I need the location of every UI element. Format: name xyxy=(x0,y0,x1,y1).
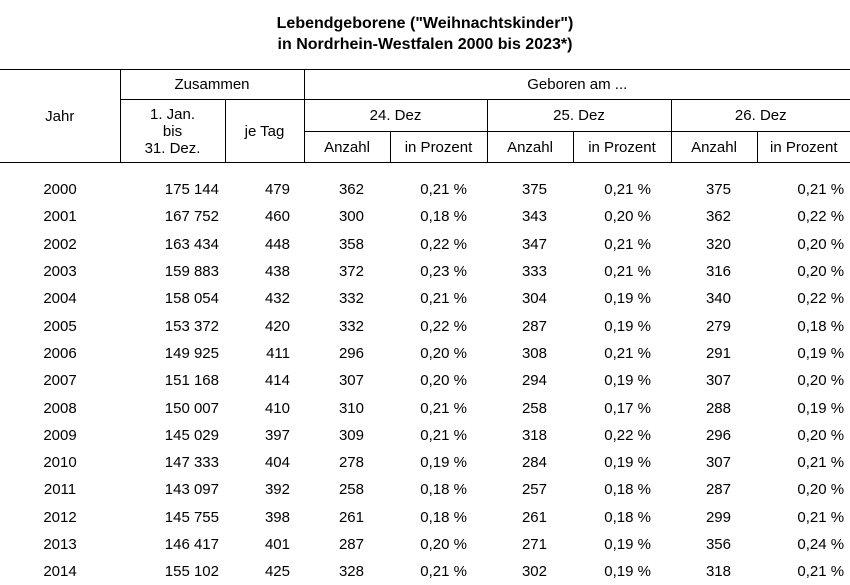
cell-jahr: 2002 xyxy=(0,231,120,258)
cell-prozent-25: 0,21 % xyxy=(573,258,671,285)
cell-prozent-25: 0,21 % xyxy=(573,340,671,367)
cell-anzahl-24: 258 xyxy=(304,476,390,503)
cell-prozent-24: 0,21 % xyxy=(390,285,487,312)
cell-anzahl-25: 258 xyxy=(487,394,573,421)
cell-prozent-25: 0,18 % xyxy=(573,476,671,503)
cell-jahr: 2006 xyxy=(0,340,120,367)
cell-gesamt: 150 007 xyxy=(120,394,225,421)
header-24-dez: 24. Dez xyxy=(304,100,487,132)
header-jan-dez xyxy=(120,100,225,163)
cell-anzahl-25: 257 xyxy=(487,476,573,503)
header-26-dez: 26. Dez xyxy=(671,100,850,132)
cell-jahr: 2004 xyxy=(0,285,120,312)
cell-anzahl-26: 288 xyxy=(671,394,757,421)
table-row xyxy=(0,476,850,503)
title-line-1: Lebendgeborene ("Weihnachtskinder") xyxy=(0,13,850,34)
header-anzahl-24: Anzahl xyxy=(304,132,390,163)
cell-jahr: 2013 xyxy=(0,531,120,558)
cell-je-tag: 397 xyxy=(225,422,304,449)
cell-prozent-24: 0,21 % xyxy=(390,558,487,585)
cell-anzahl-25: 284 xyxy=(487,449,573,476)
table-row xyxy=(0,394,850,421)
cell-je-tag: 401 xyxy=(225,531,304,558)
cell-anzahl-26: 318 xyxy=(671,558,757,585)
cell-jahr: 2001 xyxy=(0,203,120,230)
cell-prozent-26: 0,22 % xyxy=(757,285,850,312)
table-row xyxy=(0,422,850,449)
cell-gesamt: 146 417 xyxy=(120,531,225,558)
cell-prozent-25: 0,19 % xyxy=(573,449,671,476)
cell-anzahl-26: 316 xyxy=(671,258,757,285)
header-prozent-24: in Prozent xyxy=(390,132,487,163)
header-prozent-26: in Prozent xyxy=(757,132,850,163)
cell-prozent-24: 0,20 % xyxy=(390,367,487,394)
cell-prozent-26: 0,21 % xyxy=(757,558,850,585)
cell-jahr: 2014 xyxy=(0,558,120,585)
cell-prozent-24: 0,21 % xyxy=(390,422,487,449)
cell-je-tag: 414 xyxy=(225,367,304,394)
cell-prozent-26: 0,18 % xyxy=(757,312,850,339)
cell-prozent-24: 0,18 % xyxy=(390,476,487,503)
cell-anzahl-24: 296 xyxy=(304,340,390,367)
cell-anzahl-26: 340 xyxy=(671,285,757,312)
header-25-dez: 25. Dez xyxy=(487,100,671,132)
cell-anzahl-26: 287 xyxy=(671,476,757,503)
header-geboren-am: Geboren am ... xyxy=(304,70,850,100)
cell-je-tag: 398 xyxy=(225,504,304,531)
cell-anzahl-26: 320 xyxy=(671,231,757,258)
cell-anzahl-24: 300 xyxy=(304,203,390,230)
header-prozent-25: in Prozent xyxy=(573,132,671,163)
cell-anzahl-26: 356 xyxy=(671,531,757,558)
cell-jahr: 2003 xyxy=(0,258,120,285)
cell-gesamt: 163 434 xyxy=(120,231,225,258)
header-jan-line-1: 1. Jan. xyxy=(121,106,225,123)
cell-anzahl-24: 261 xyxy=(304,504,390,531)
cell-je-tag: 392 xyxy=(225,476,304,503)
cell-prozent-26: 0,19 % xyxy=(757,340,850,367)
cell-gesamt: 143 097 xyxy=(120,476,225,503)
cell-anzahl-25: 261 xyxy=(487,504,573,531)
cell-anzahl-24: 332 xyxy=(304,312,390,339)
cell-anzahl-25: 318 xyxy=(487,422,573,449)
cell-gesamt: 155 102 xyxy=(120,558,225,585)
cell-prozent-24: 0,19 % xyxy=(390,449,487,476)
cell-prozent-26: 0,21 % xyxy=(757,163,850,204)
cell-je-tag: 411 xyxy=(225,340,304,367)
cell-prozent-25: 0,21 % xyxy=(573,231,671,258)
cell-jahr: 2012 xyxy=(0,504,120,531)
cell-jahr: 2000 xyxy=(0,163,120,204)
births-table xyxy=(0,69,850,585)
cell-prozent-24: 0,22 % xyxy=(390,312,487,339)
cell-jahr: 2011 xyxy=(0,476,120,503)
cell-prozent-26: 0,21 % xyxy=(757,504,850,531)
cell-prozent-26: 0,24 % xyxy=(757,531,850,558)
cell-prozent-25: 0,19 % xyxy=(573,285,671,312)
cell-prozent-24: 0,23 % xyxy=(390,258,487,285)
header-anzahl-25: Anzahl xyxy=(487,132,573,163)
cell-anzahl-25: 343 xyxy=(487,203,573,230)
cell-anzahl-25: 375 xyxy=(487,163,573,204)
cell-anzahl-26: 307 xyxy=(671,449,757,476)
cell-je-tag: 404 xyxy=(225,449,304,476)
cell-prozent-26: 0,20 % xyxy=(757,422,850,449)
cell-prozent-26: 0,22 % xyxy=(757,203,850,230)
cell-anzahl-25: 333 xyxy=(487,258,573,285)
cell-prozent-26: 0,20 % xyxy=(757,367,850,394)
table-row xyxy=(0,312,850,339)
cell-jahr: 2005 xyxy=(0,312,120,339)
cell-anzahl-26: 279 xyxy=(671,312,757,339)
cell-prozent-26: 0,21 % xyxy=(757,449,850,476)
cell-anzahl-24: 287 xyxy=(304,531,390,558)
cell-prozent-24: 0,18 % xyxy=(390,504,487,531)
cell-gesamt: 167 752 xyxy=(120,203,225,230)
title-line-2: in Nordrhein-Westfalen 2000 bis 2023*) xyxy=(0,34,850,55)
cell-jahr: 2007 xyxy=(0,367,120,394)
table-row xyxy=(0,367,850,394)
table-row xyxy=(0,231,850,258)
table-body xyxy=(0,163,850,585)
cell-anzahl-24: 332 xyxy=(304,285,390,312)
cell-gesamt: 159 883 xyxy=(120,258,225,285)
cell-je-tag: 448 xyxy=(225,231,304,258)
cell-prozent-24: 0,18 % xyxy=(390,203,487,230)
cell-anzahl-24: 278 xyxy=(304,449,390,476)
cell-prozent-26: 0,20 % xyxy=(757,258,850,285)
cell-prozent-24: 0,21 % xyxy=(390,163,487,204)
cell-anzahl-24: 328 xyxy=(304,558,390,585)
cell-je-tag: 432 xyxy=(225,285,304,312)
cell-prozent-25: 0,18 % xyxy=(573,504,671,531)
cell-jahr: 2009 xyxy=(0,422,120,449)
cell-jahr: 2010 xyxy=(0,449,120,476)
header-je-tag: je Tag xyxy=(225,100,304,163)
cell-prozent-25: 0,19 % xyxy=(573,367,671,394)
table-row xyxy=(0,340,850,367)
header-jan-line-2: bis xyxy=(121,123,225,140)
cell-anzahl-26: 362 xyxy=(671,203,757,230)
cell-gesamt: 145 755 xyxy=(120,504,225,531)
cell-prozent-25: 0,19 % xyxy=(573,558,671,585)
cell-prozent-24: 0,21 % xyxy=(390,394,487,421)
cell-prozent-24: 0,20 % xyxy=(390,340,487,367)
cell-je-tag: 420 xyxy=(225,312,304,339)
cell-anzahl-25: 308 xyxy=(487,340,573,367)
cell-gesamt: 153 372 xyxy=(120,312,225,339)
cell-anzahl-24: 372 xyxy=(304,258,390,285)
cell-anzahl-26: 296 xyxy=(671,422,757,449)
cell-prozent-26: 0,20 % xyxy=(757,231,850,258)
cell-prozent-24: 0,20 % xyxy=(390,531,487,558)
table-row xyxy=(0,203,850,230)
cell-je-tag: 410 xyxy=(225,394,304,421)
cell-prozent-26: 0,20 % xyxy=(757,476,850,503)
cell-anzahl-25: 294 xyxy=(487,367,573,394)
cell-gesamt: 149 925 xyxy=(120,340,225,367)
table-row xyxy=(0,504,850,531)
cell-prozent-25: 0,21 % xyxy=(573,163,671,204)
cell-je-tag: 438 xyxy=(225,258,304,285)
cell-anzahl-26: 291 xyxy=(671,340,757,367)
cell-anzahl-24: 310 xyxy=(304,394,390,421)
cell-anzahl-24: 309 xyxy=(304,422,390,449)
cell-anzahl-25: 302 xyxy=(487,558,573,585)
cell-anzahl-26: 375 xyxy=(671,163,757,204)
cell-gesamt: 147 333 xyxy=(120,449,225,476)
cell-gesamt: 158 054 xyxy=(120,285,225,312)
page-title xyxy=(0,13,850,55)
table-row xyxy=(0,258,850,285)
cell-prozent-25: 0,17 % xyxy=(573,394,671,421)
cell-gesamt: 175 144 xyxy=(120,163,225,204)
cell-anzahl-25: 347 xyxy=(487,231,573,258)
cell-anzahl-25: 287 xyxy=(487,312,573,339)
table-row xyxy=(0,449,850,476)
cell-prozent-26: 0,19 % xyxy=(757,394,850,421)
cell-anzahl-25: 304 xyxy=(487,285,573,312)
cell-anzahl-24: 358 xyxy=(304,231,390,258)
cell-anzahl-26: 299 xyxy=(671,504,757,531)
table-row xyxy=(0,531,850,558)
cell-je-tag: 460 xyxy=(225,203,304,230)
cell-jahr: 2008 xyxy=(0,394,120,421)
cell-prozent-24: 0,22 % xyxy=(390,231,487,258)
cell-prozent-25: 0,22 % xyxy=(573,422,671,449)
header-jahr: Jahr xyxy=(0,70,120,163)
header-zusammen: Zusammen xyxy=(120,70,304,100)
header-jan-line-3: 31. Dez. xyxy=(121,140,225,157)
cell-gesamt: 145 029 xyxy=(120,422,225,449)
cell-anzahl-24: 307 xyxy=(304,367,390,394)
header-anzahl-26: Anzahl xyxy=(671,132,757,163)
cell-prozent-25: 0,20 % xyxy=(573,203,671,230)
cell-gesamt: 151 168 xyxy=(120,367,225,394)
cell-prozent-25: 0,19 % xyxy=(573,312,671,339)
cell-je-tag: 479 xyxy=(225,163,304,204)
cell-prozent-25: 0,19 % xyxy=(573,531,671,558)
cell-je-tag: 425 xyxy=(225,558,304,585)
cell-anzahl-25: 271 xyxy=(487,531,573,558)
cell-anzahl-26: 307 xyxy=(671,367,757,394)
cell-anzahl-24: 362 xyxy=(304,163,390,204)
table-row xyxy=(0,163,850,204)
table-row xyxy=(0,285,850,312)
